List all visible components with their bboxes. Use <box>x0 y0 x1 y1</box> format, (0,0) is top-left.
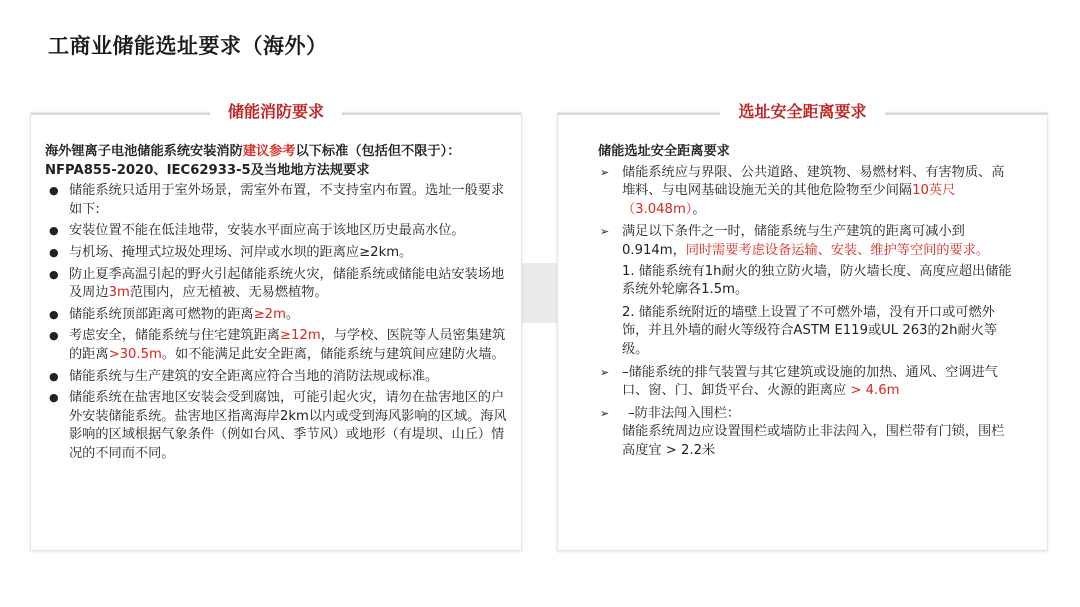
list-item <box>45 182 511 219</box>
standards-intro <box>45 143 511 180</box>
item-highlight: > 4.6m <box>846 383 900 399</box>
item-text: 储能系统只适用于室外场景，需室外布置，不支持室内布置。选址一般要求如下: <box>69 183 505 217</box>
item-text: 储能系统在盐害地区安装会受到腐蚀，可能引起火灾，请勿在盐害地区的户外安装储能系统。盐害地区指离海岸2km以内或受到海风影响的区域。海风影响的区域根据气象条件（例如台风、季节风）或地形（有堤坝、山丘）情况的不同而不同。 <box>69 390 507 461</box>
list-item <box>45 244 511 263</box>
bullet-icon: ● <box>49 267 59 281</box>
list-item <box>598 405 1017 424</box>
item-text: ，与学校、医院等人员密集建筑的距离 <box>69 328 506 362</box>
siting-distance-list <box>598 164 1017 261</box>
slide-title: 工商业储能选址要求（海外） <box>48 34 328 58</box>
bullet-icon: ● <box>49 329 59 343</box>
list-item <box>45 306 511 325</box>
siting-distance-panel <box>557 102 1048 551</box>
item-text: 满足以下条件之一时，储能系统与生产建筑的距离可减小到0.914m， <box>622 224 965 258</box>
condition-1 <box>598 263 1017 300</box>
siting-distance-header: 选址安全距离要求 <box>720 102 884 121</box>
panel-header <box>31 99 521 122</box>
item-text: 。 <box>692 201 706 217</box>
item-highlight: >30.5m <box>108 346 162 362</box>
arrow-bullet-icon: ➢ <box>600 365 610 379</box>
item-text: 储能系统顶部距离可燃物的距离 <box>69 306 254 322</box>
fire-requirements-body <box>45 143 511 467</box>
intro-highlight: 建议参考 <box>242 144 296 159</box>
item-text: 储能系统应与界限、公共道路、建筑物、易燃材料、有害物质、高堆料、与电网基础设施无关的其他危险物至少间隔 <box>622 164 1005 199</box>
item-text: 与机场、掩埋式垃圾处理场、河岸或水坝的距离应≥2km。 <box>69 244 413 260</box>
list-item <box>45 368 511 387</box>
item-text: 范围内，应无植被、无易燃植物。 <box>129 285 328 301</box>
siting-distance-list-2 <box>598 364 1017 424</box>
item-highlight: 10英尺（3.048m） <box>622 183 956 217</box>
bullet-icon: ● <box>49 369 59 383</box>
list-item <box>45 266 511 303</box>
item-text: 防止夏季高温引起的野火引起储能系统火灾，储能系统或储能电站安装场地及周边 <box>69 266 505 301</box>
item-text: 。如不能满足此安全距离，储能系统与建筑间应建防火墙。 <box>161 346 505 362</box>
condition-text: 2. 储能系统附近的墙壁上设置了不可燃外墙，没有开口或可燃外饰，并且外墙的耐火等级符合ASTM E119或UL 263的2h耐火等级。 <box>622 304 998 357</box>
fence-requirement-text: 储能系统周边应设置围栏或墙防止非法闯入，围栏带有门锁，围栏高度宜 > 2.2米 <box>622 424 1005 458</box>
siting-distance-body <box>598 143 1017 461</box>
arrow-bullet-icon: ➢ <box>600 165 610 179</box>
list-item <box>45 222 511 241</box>
item-text: –防非法闯入围栏： <box>628 405 741 421</box>
divider-block <box>520 263 557 323</box>
bullet-icon: ● <box>49 245 59 259</box>
list-item <box>598 364 1017 401</box>
bullet-icon: ● <box>49 184 59 198</box>
bullet-icon: ● <box>49 391 59 405</box>
item-text: –储能系统的排气装置与其它建筑或设施的加热、通风、空调进气口、窗、门、卸货平台、火源的距离应 <box>622 364 998 399</box>
item-text: 安装位置不能在低洼地带，安装水平面应高于该地区历史最高水位。 <box>69 223 465 239</box>
item-highlight: 3m <box>108 285 130 301</box>
fire-requirements-panel <box>30 102 522 551</box>
fire-requirements-header: 储能消防要求 <box>210 102 342 121</box>
list-item <box>598 164 1017 220</box>
condition-2 <box>598 304 1017 360</box>
list-item <box>598 223 1017 260</box>
item-highlight: 同时需要考虑设备运输、安装、维护等空间的要求。 <box>685 242 990 258</box>
bullet-icon: ● <box>49 307 59 321</box>
panel-header <box>558 99 1047 122</box>
bullet-icon: ● <box>49 224 59 238</box>
item-text: 储能系统与生产建筑的安全距离应符合当地的消防法规或标准。 <box>69 368 439 384</box>
arrow-bullet-icon: ➢ <box>600 406 610 420</box>
arrow-bullet-icon: ➢ <box>600 225 610 239</box>
siting-distance-title: 储能选址安全距离要求 <box>598 144 730 159</box>
list-item <box>45 327 511 364</box>
item-text: 考虑安全，储能系统与住宅建筑距离 <box>69 328 280 344</box>
fire-requirements-list <box>45 182 511 463</box>
condition-text: 1. 储能系统有1h耐火的独立防火墙，防火墙长度、高度应超出储能系统外轮廓各1.5m。 <box>622 263 1012 298</box>
item-highlight: ≥12m <box>280 328 321 344</box>
intro-text: 海外锂离子电池储能系统安装消防 <box>45 144 243 159</box>
item-highlight: ≥2m <box>253 306 286 322</box>
intro-standards: 以下标准（包括但不限于）：NFPA855-2020、IEC62933-5及当地地方法规要求 <box>45 144 461 178</box>
item-text: 。 <box>285 306 300 322</box>
list-item <box>45 389 511 463</box>
